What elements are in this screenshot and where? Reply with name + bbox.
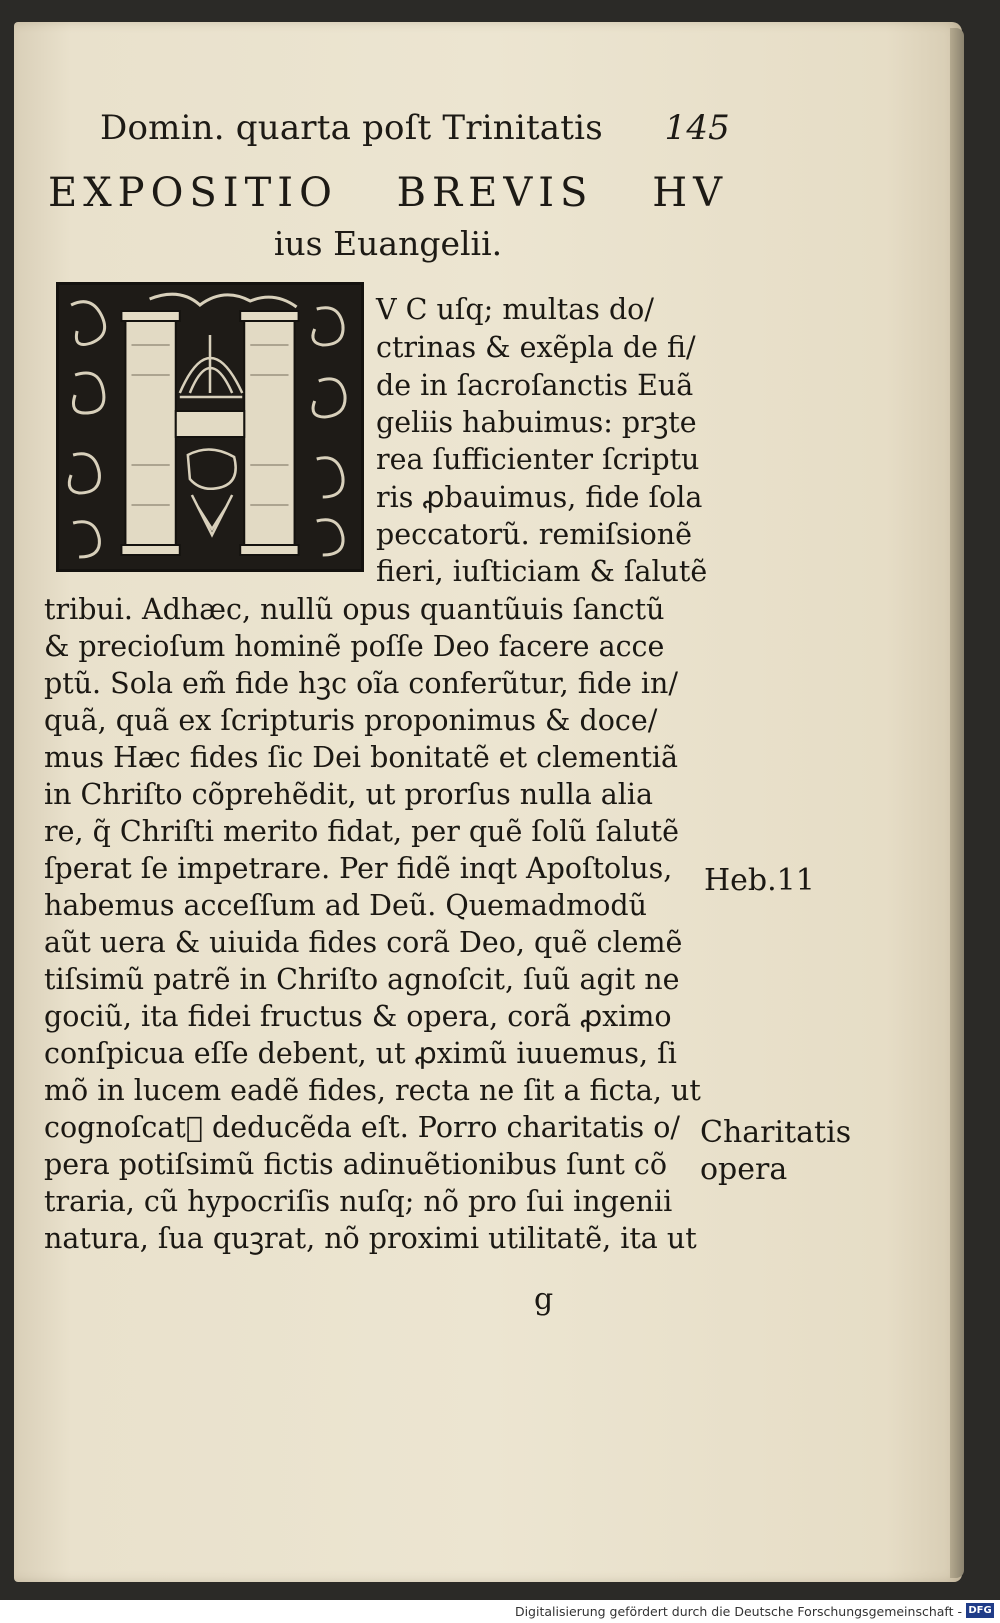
margin-note-heb: Heb.11 <box>704 863 815 898</box>
digitization-footer <box>0 1600 1000 1623</box>
text-line: ſperat ſe impetrare. Per fidẽ inqt Apoſtolus, <box>44 852 673 885</box>
text-line: habemus acceſſum ad Deũ. Quemadmodũ <box>44 889 647 922</box>
section-title <box>48 170 728 216</box>
text-line: mõ in lucem eadẽ fides, recta ne ſit a ficta, ut <box>44 1074 701 1107</box>
section-title-continued: ius Euangelii. <box>273 224 503 263</box>
running-title: Domin. quarta poſt Trinitatis <box>100 108 603 148</box>
text-line: fieri, iuſticiam & ſalutẽ <box>376 555 708 588</box>
title-word-3: HV <box>652 170 728 216</box>
text-line: ptũ. Sola em̃ fide hꝫc oĩa conferũtur, fide in/ <box>44 667 678 700</box>
text-line: mus Hæc fides ſic Dei bonitatẽ et clementiã <box>44 741 678 774</box>
text-line: peccatorũ. remiſsionẽ <box>376 518 693 551</box>
dfg-logo-icon: DFG <box>966 1603 994 1618</box>
text-line: ris ꝓbauimus, fide ſola <box>376 481 703 514</box>
catchword: g <box>534 1282 554 1317</box>
text-line: natura, ſua quꝫrat, nõ proximi utilitatẽ, ita ut <box>44 1222 697 1255</box>
title-word-2: BREVIS <box>396 170 594 216</box>
title-word-1: EXPOSITIO <box>48 170 338 216</box>
text-line: in Chriſto cõprehẽdit, ut prorſus nulla alia <box>44 778 653 811</box>
text-line: de in ſacroſanctis Euã <box>376 369 694 402</box>
text-line: traria, cũ hypocriſis nuſq; nõ pro ſui ingenii <box>44 1185 673 1218</box>
text-line: V C uſq; multas do/ <box>376 293 654 326</box>
decorated-initial-h-icon <box>56 282 364 572</box>
text-line: rea ſufficienter ſcriptu <box>376 443 700 476</box>
text-line: & precioſum hominẽ poſſe Deo facere acce <box>44 630 665 663</box>
text-line: pera potiſsimũ fictis adinuẽtionibus ſunt cõ <box>44 1148 668 1181</box>
text-line: ctrinas & exẽpla de fi/ <box>376 331 696 364</box>
text-line: tiſsimũ patrẽ in Chriſto agnoſcit, ſuũ agit ne <box>44 963 680 996</box>
text-line: tribui. Adhæc, nullũ opus quantũuis ſanctũ <box>44 593 665 626</box>
footer-credit: Digitalisierung gefördert durch die Deutsche Forschungsgemeinschaft - <box>514 1604 962 1619</box>
text-line: gociũ, ita fidei fructus & opera, corã ꝓximo <box>44 1000 672 1033</box>
text-line: re, q̃ Chriſti merito fidat, per quẽ ſolũ ſalutẽ <box>44 815 679 848</box>
margin-note-opera: opera <box>700 1152 788 1187</box>
text-line: geliis habuimus: prꝫte <box>376 406 697 439</box>
page-number: 145 <box>664 108 730 148</box>
running-header <box>100 108 740 158</box>
text-line: aũt uera & uiuida fides corã Deo, quẽ clemẽ <box>44 926 683 959</box>
page-edge <box>950 28 964 1578</box>
text-line: conſpicua eſſe debent, ut ꝓximũ iuuemus, ſi <box>44 1037 677 1070</box>
text-line: quã, quã ex ſcripturis proponimus & doce/ <box>44 704 658 737</box>
text-line: cognoſcatᷣ deducẽda eſt. Porro charitatis o/ <box>44 1111 680 1144</box>
margin-note-charitatis: Charitatis <box>700 1115 852 1150</box>
